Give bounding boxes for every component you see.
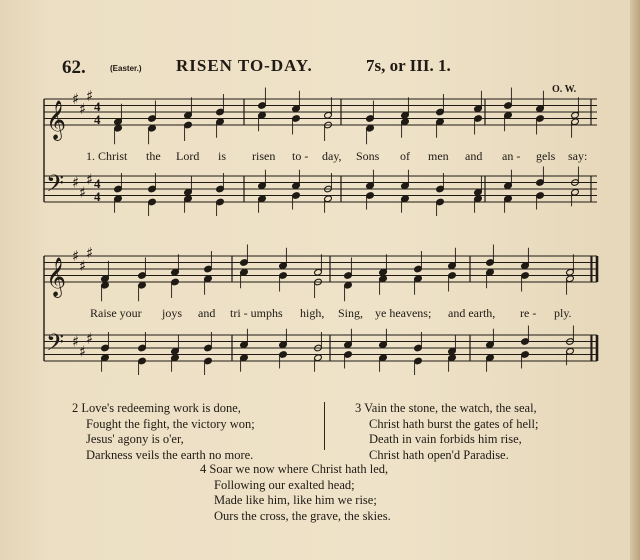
verse-line: 4 Soar we now where Christ hath led, [200, 462, 389, 476]
lyric-syllable: of [400, 149, 410, 163]
verse-3 [355, 401, 538, 463]
lyric-syllable: re - [520, 306, 537, 320]
lyric-syllable: day, [322, 149, 342, 163]
lyric-syllable: Sing, [338, 306, 364, 320]
lyric-syllable: joys [162, 306, 183, 320]
treble-clef-icon: 𝄞 [46, 100, 67, 140]
lyric-syllable: Sons [356, 149, 380, 163]
composer-initials: O. W. [552, 84, 577, 95]
sharp-icon: ♯ [86, 86, 94, 105]
lyric-syllable: risen [252, 149, 276, 163]
sharp-icon: ♯ [86, 243, 94, 262]
verse-2 [72, 401, 255, 463]
hymn-occasion: (Easter.) [110, 64, 142, 73]
sharp-icon: ♯ [79, 256, 87, 275]
sharp-icon: ♯ [72, 173, 80, 192]
sharp-icon: ♯ [72, 332, 80, 351]
lyric-syllable: Raise your [90, 306, 142, 320]
bass-clef-icon: 𝄢 [46, 169, 65, 203]
verse-line: Ours the cross, the grave, the skies. [214, 508, 391, 523]
verse-line: Fought the fight, the victory won; [86, 416, 255, 431]
lyric-syllable: and earth, [448, 306, 496, 320]
sharp-icon: ♯ [79, 342, 87, 361]
sharp-icon: ♯ [86, 329, 94, 348]
lyric-syllable: Lord [176, 149, 200, 163]
time-signature: 4 [94, 189, 101, 204]
sharp-icon: ♯ [79, 99, 87, 118]
lyric-syllable: ye heavens; [375, 306, 432, 320]
verse-divider [324, 402, 325, 450]
hymn-number: 62. [62, 57, 86, 78]
sharp-icon: ♯ [86, 170, 94, 189]
time-signature: 4 [94, 112, 101, 127]
lyric-syllable: and [198, 306, 216, 320]
lyric-syllable: the [146, 149, 161, 163]
lyric-syllable: to - [292, 149, 309, 163]
time-signature: 4 [94, 99, 101, 114]
verse-line: Death in vain forbids him rise, [369, 432, 522, 446]
verse-line: Following our exalted head; [214, 477, 355, 492]
hymn-title: RISEN TO-DAY. [176, 56, 313, 75]
verse-line: Darkness veils the earth no more. [86, 447, 254, 462]
sharp-icon: ♯ [79, 183, 87, 202]
lyric-syllable: is [218, 149, 227, 163]
hymn-meter: 7s, or III. 1. [366, 56, 451, 75]
lyric-syllable: 1. Christ [86, 149, 128, 163]
lyric-syllable: gels [536, 149, 556, 163]
lyric-syllable: an - [502, 149, 521, 163]
lyric-syllable: men [428, 149, 449, 163]
time-signature: 4 [94, 176, 101, 191]
verse-line: Made like him, like him we rise; [214, 493, 377, 507]
verse-line: Christ hath open'd Paradise. [369, 447, 509, 462]
sharp-icon: ♯ [72, 90, 80, 108]
verse-line: 2 Love's redeeming work is done, [72, 401, 241, 415]
treble-clef-icon: 𝄞 [46, 257, 67, 297]
verse-line: Jesus' agony is o'er, [86, 432, 184, 446]
lyric-syllable: and [465, 149, 483, 163]
bass-clef-icon: 𝄢 [46, 328, 65, 362]
lyric-syllable: say: [568, 149, 588, 163]
verse-4 [200, 462, 391, 524]
lyric-syllable: tri - umphs [230, 306, 283, 320]
verse-line: 3 Vain the stone, the watch, the seal, [355, 401, 537, 415]
sharp-icon: ♯ [72, 247, 80, 265]
lyric-syllable: ply. [554, 306, 572, 320]
verse-line: Christ hath burst the gates of hell; [369, 416, 539, 431]
lyric-syllable: high, [300, 306, 325, 320]
